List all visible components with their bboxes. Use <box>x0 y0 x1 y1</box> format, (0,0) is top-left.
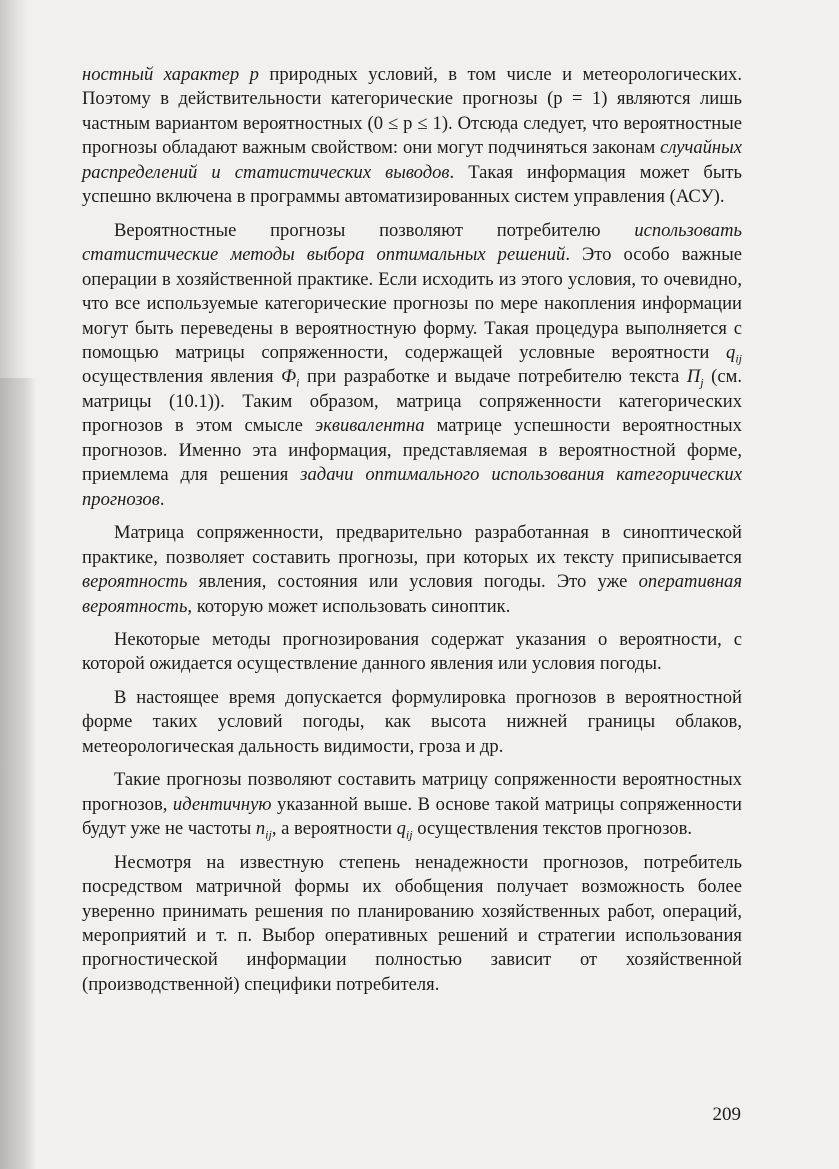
text-run: В настоящее время допускается формулировка прогнозов в вероятностной форме таких условий погоды, как высота нижней границы облаков, метеорологическая дальность видимости, гроза и др. <box>82 686 742 757</box>
text-run: явления, состояния или условия погоды. Это уже <box>187 571 639 593</box>
text-run: осуществления текстов прогнозов. <box>412 818 693 840</box>
italic-text: q <box>726 341 736 363</box>
italic-text: случайных распределений и статистических выводов <box>82 137 742 183</box>
paragraph <box>82 768 742 841</box>
subscript: ij <box>405 827 413 842</box>
subscript: i <box>296 376 300 391</box>
text-run: Несмотря на известную степень ненадежности прогнозов, потребитель посредством матричной формы их обобщения получает возможность более уверенно принимать решения по планированию хозяйственных работ, операций, мероприятий и т. п. Выбор оперативных решений и стратегии использования прогностической информации полностью зависит от хозяйственной (производственной) специфики потребителя. <box>82 851 742 995</box>
text-run: природных условий, в том числе и метеорологических. Поэтому в действительности категорические прогнозы (p = 1) являются лишь частным вариантом вероятностных (0 ≤ p ≤ 1). Отсюда следует, что вероятностные прогнозы обладают важным свойством: они могут подчиняться законам <box>82 64 742 159</box>
paragraph <box>82 63 742 210</box>
subscript: ij <box>735 351 742 366</box>
paragraph <box>82 219 742 512</box>
text-run: . Это особо важные операции в хозяйственной практике. Если исходить из этого условия, то очевидно, что все используемые категорические прогнозы по мере накопления информации могут быть переведены в вероятностную форму. Такая процедура выполняется с помощью матрицы сопряженности, содержащей условные вероятности <box>82 244 742 363</box>
italic-text: n <box>255 818 266 840</box>
subscript: ij <box>265 827 272 842</box>
italic-text: Ф <box>281 366 297 388</box>
italic-text: q <box>396 818 406 840</box>
text-run: Вероятностные прогнозы позволяют потребителю <box>114 219 635 241</box>
page-number: 209 <box>712 1104 741 1125</box>
text-run: Матрица сопряженности, предварительно разработанная в синоптической практике, позволяет составить прогнозы, при которых их тексту приписывается <box>82 522 742 568</box>
italic-text: использовать статистические методы выбора оптимальных решений <box>82 219 742 266</box>
text-run: . Такая информация может быть успешно включена в программы автоматизированных систем управления (АСУ). <box>82 161 742 208</box>
italic-text: ностный характер p <box>82 64 259 85</box>
text-run: матрице успешности вероятностных прогнозов. Именно эта информация, представляемая в вероятностной форме, приемлема для решения <box>82 415 742 486</box>
italic-text: идентичную <box>172 793 272 815</box>
text-run: Некоторые методы прогнозирования содержат указания о вероятности, с которой ожидается осуществление данного явления или условия погоды. <box>82 628 742 675</box>
italic-text: оперативная вероятность <box>82 571 742 617</box>
italic-text: вероятность <box>82 571 188 593</box>
page-body <box>82 63 742 1006</box>
text-run: при разработке и выдаче потребителю текста <box>299 366 687 388</box>
italic-text: П <box>686 366 701 388</box>
italic-text: задачи оптимального использования категорических прогнозов <box>82 464 742 510</box>
text-run: осуществления явления <box>82 366 282 388</box>
paragraph <box>82 628 742 677</box>
paragraph <box>82 521 742 619</box>
paragraph <box>82 686 742 759</box>
scan-shadow-band <box>0 378 36 1169</box>
text-run: , а вероятности <box>271 818 397 840</box>
italic-text: эквивалентна <box>315 415 425 437</box>
text-run: Такие прогнозы позволяют составить матрицу сопряженности вероятностных прогнозов, <box>82 769 742 815</box>
text-run: (см. матрицы (10.1)). Таким образом, матрица сопряженности категорических прогнозов в этом смысле <box>82 366 742 437</box>
text-run: указанной выше. В основе такой матрицы сопряженности будут уже не частоты <box>82 793 742 840</box>
text-run: , которую может использовать синоптик. <box>187 595 511 617</box>
text-run: . <box>159 488 165 510</box>
paragraph <box>82 851 742 998</box>
subscript: j <box>700 376 704 391</box>
